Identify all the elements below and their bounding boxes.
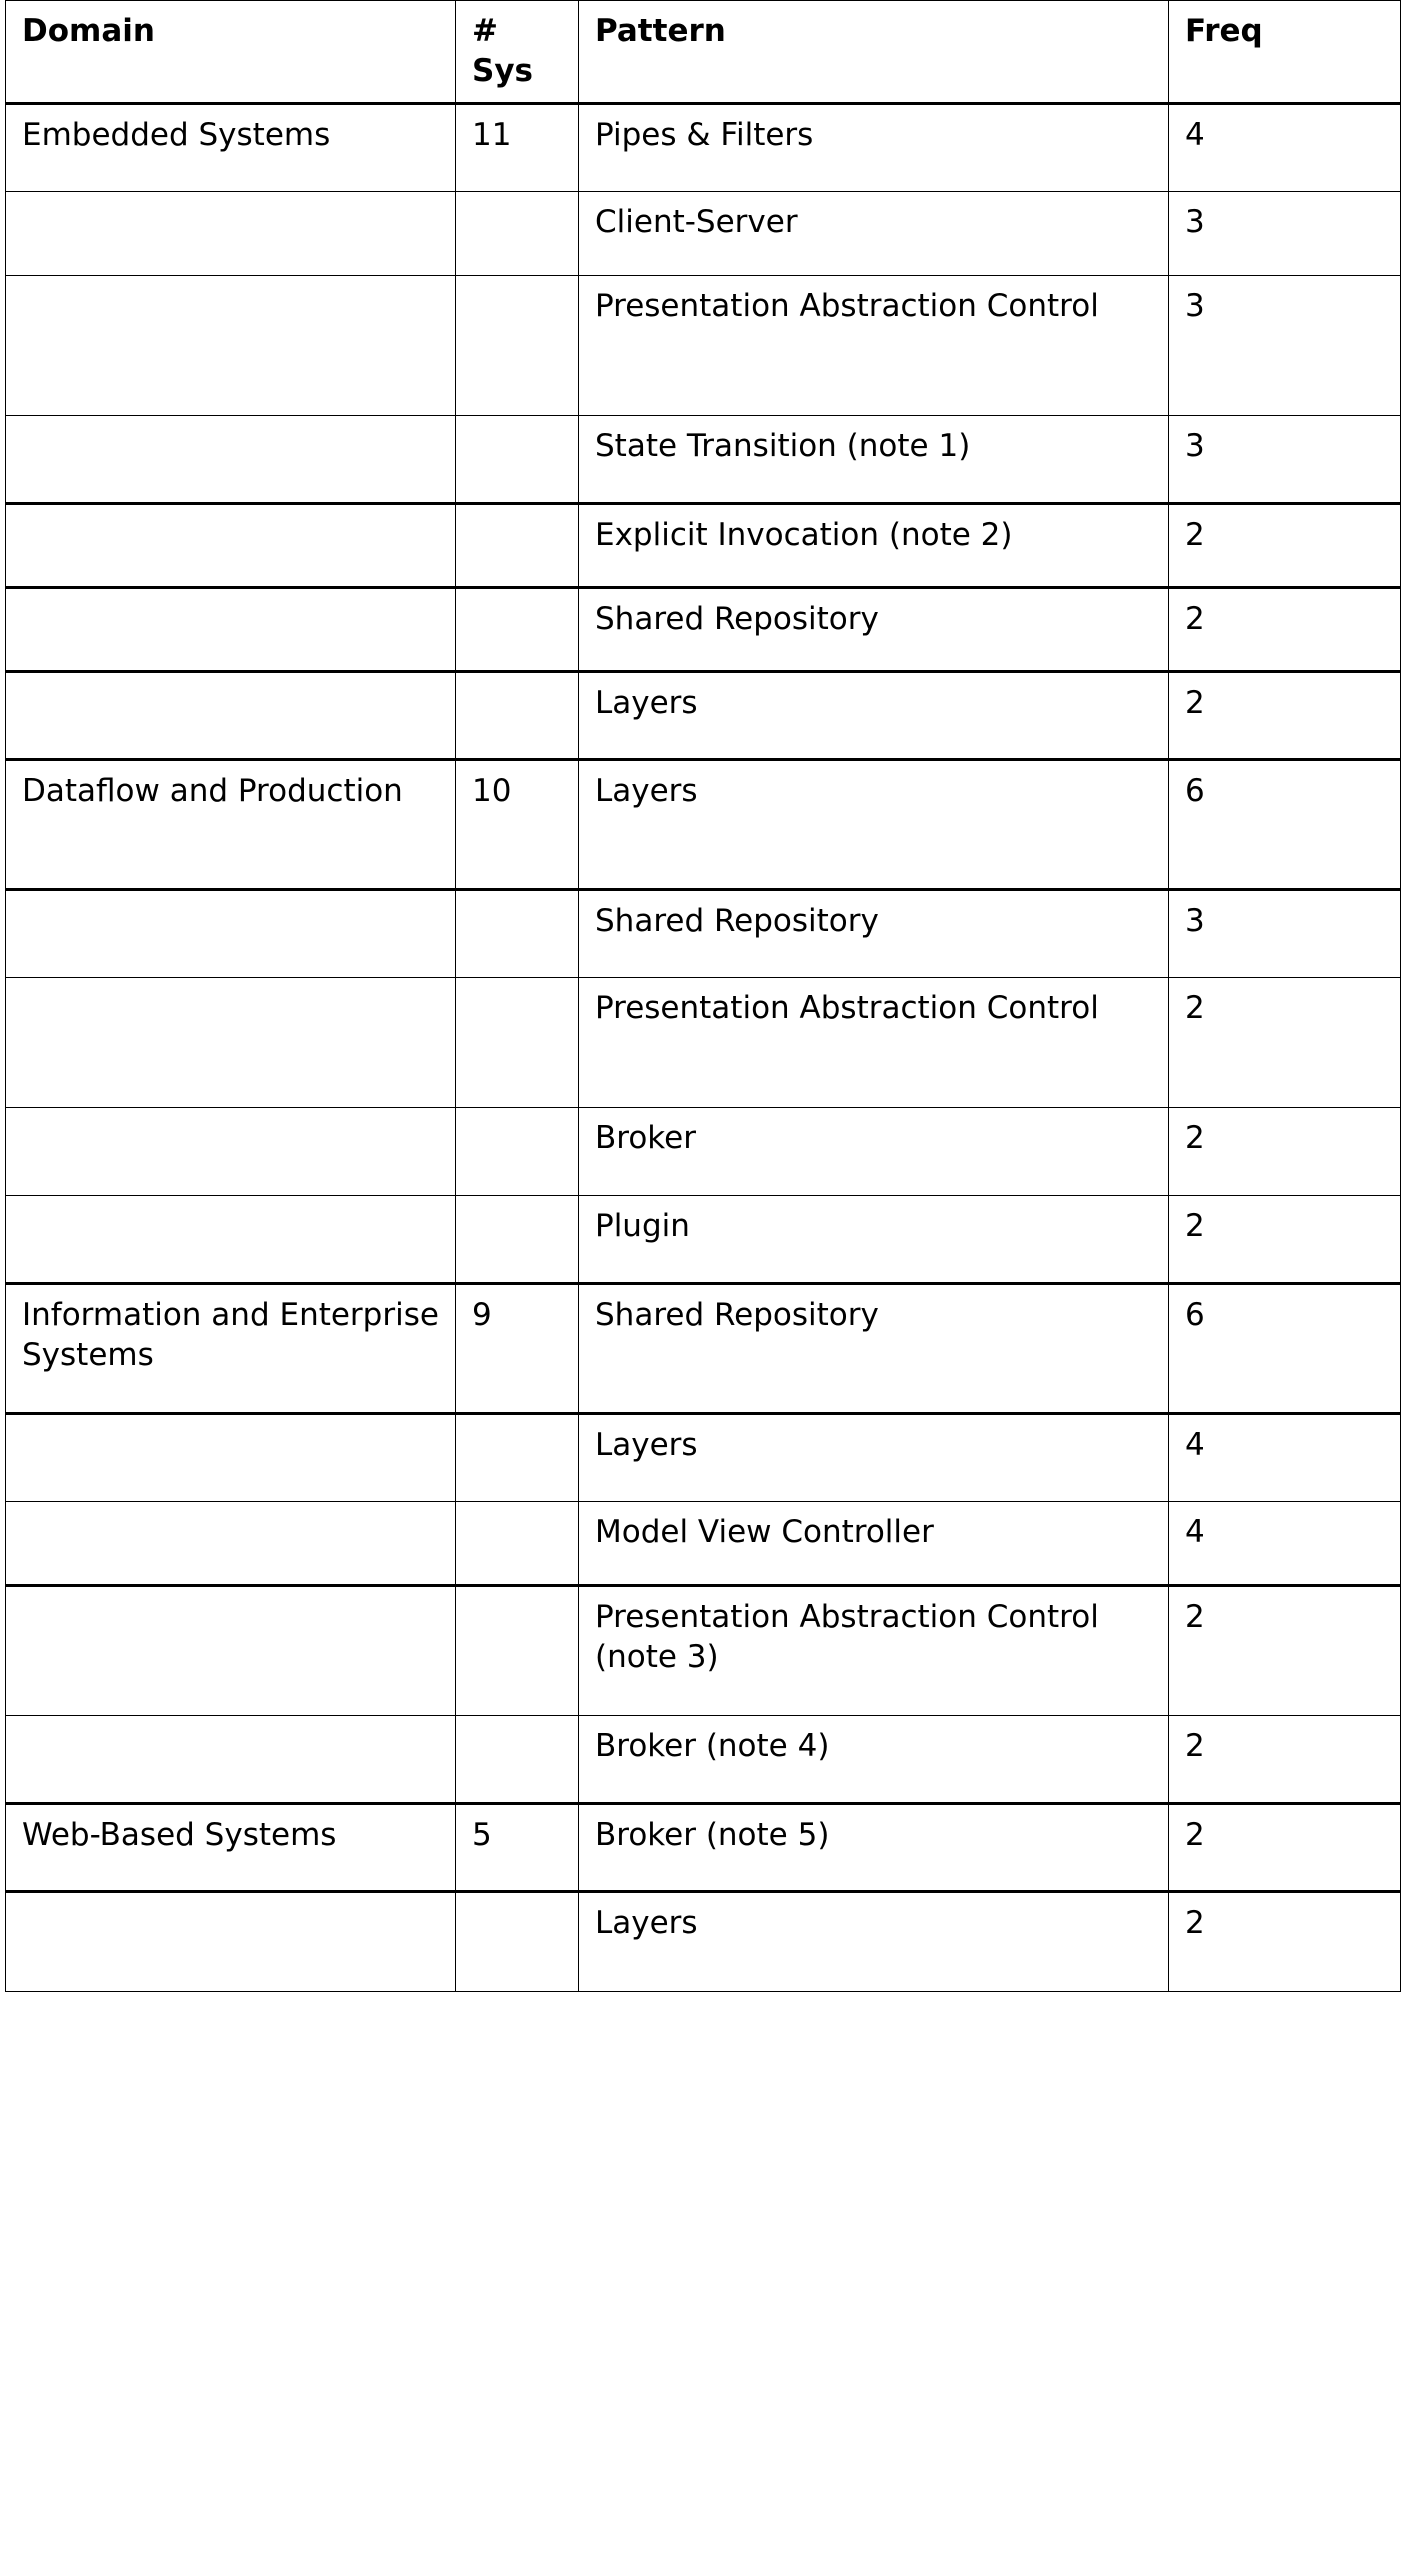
cell-domain (6, 1585, 456, 1715)
cell-pattern: Presentation Abstraction Control (579, 275, 1169, 415)
column-header-domain: Domain (6, 1, 456, 104)
cell-freq: 2 (1169, 1803, 1401, 1891)
cell-freq: 2 (1169, 1107, 1401, 1195)
cell-num-sys (456, 503, 579, 587)
cell-domain (6, 1195, 456, 1283)
cell-pattern: Broker (note 5) (579, 1803, 1169, 1891)
cell-pattern: Broker (579, 1107, 1169, 1195)
table-row (6, 1413, 1401, 1501)
cell-pattern: Layers (579, 1413, 1169, 1501)
cell-freq: 3 (1169, 191, 1401, 275)
cell-num-sys (456, 1891, 579, 1991)
cell-num-sys (456, 1413, 579, 1501)
cell-domain (6, 1107, 456, 1195)
column-header-freq: Freq (1169, 1, 1401, 104)
cell-freq: 3 (1169, 415, 1401, 503)
cell-domain: Dataflow and Production (6, 759, 456, 889)
cell-domain: Information and Enterprise Systems (6, 1283, 456, 1413)
cell-freq: 6 (1169, 759, 1401, 889)
cell-num-sys (456, 587, 579, 671)
cell-domain (6, 503, 456, 587)
table-row (6, 1803, 1401, 1891)
column-header-num-sys (456, 1, 579, 104)
cell-freq: 6 (1169, 1283, 1401, 1413)
column-header-num-sys-line2: Sys (472, 53, 533, 90)
cell-freq: 4 (1169, 1413, 1401, 1501)
cell-freq: 4 (1169, 103, 1401, 191)
cell-pattern: Pipes & Filters (579, 103, 1169, 191)
architecture-pattern-table (5, 0, 1401, 1992)
cell-domain (6, 977, 456, 1107)
table-header (6, 1, 1401, 104)
cell-pattern: Shared Repository (579, 889, 1169, 977)
column-header-pattern: Pattern (579, 1, 1169, 104)
cell-freq: 2 (1169, 503, 1401, 587)
cell-domain (6, 275, 456, 415)
cell-pattern: Layers (579, 759, 1169, 889)
cell-num-sys (456, 191, 579, 275)
table-header-row (6, 1, 1401, 104)
table-row (6, 759, 1401, 889)
column-header-num-sys-line1: # (472, 13, 498, 49)
cell-pattern: Layers (579, 1891, 1169, 1991)
cell-domain (6, 1501, 456, 1585)
cell-num-sys: 9 (456, 1283, 579, 1413)
cell-domain: Embedded Systems (6, 103, 456, 191)
cell-pattern: Broker (note 4) (579, 1715, 1169, 1803)
table-row (6, 889, 1401, 977)
table-row (6, 587, 1401, 671)
cell-num-sys: 10 (456, 759, 579, 889)
table-row (6, 1501, 1401, 1585)
cell-freq: 2 (1169, 1585, 1401, 1715)
cell-pattern: Presentation Abstraction Control (note 3) (579, 1585, 1169, 1715)
cell-pattern: Presentation Abstraction Control (579, 977, 1169, 1107)
table-row (6, 191, 1401, 275)
cell-pattern: Shared Repository (579, 587, 1169, 671)
table-row (6, 671, 1401, 759)
cell-pattern: State Transition (note 1) (579, 415, 1169, 503)
cell-freq: 2 (1169, 671, 1401, 759)
cell-domain (6, 415, 456, 503)
table-row (6, 1195, 1401, 1283)
cell-num-sys (456, 1195, 579, 1283)
cell-num-sys (456, 415, 579, 503)
table-body (6, 103, 1401, 1991)
cell-num-sys: 5 (456, 1803, 579, 1891)
cell-freq: 3 (1169, 889, 1401, 977)
table-row (6, 977, 1401, 1107)
table-row (6, 1107, 1401, 1195)
cell-freq: 4 (1169, 1501, 1401, 1585)
cell-domain (6, 191, 456, 275)
cell-num-sys (456, 1585, 579, 1715)
cell-num-sys: 11 (456, 103, 579, 191)
cell-domain (6, 1413, 456, 1501)
cell-num-sys (456, 671, 579, 759)
cell-domain (6, 1891, 456, 1991)
cell-pattern: Model View Controller (579, 1501, 1169, 1585)
cell-pattern: Shared Repository (579, 1283, 1169, 1413)
table-row (6, 275, 1401, 415)
cell-domain (6, 889, 456, 977)
cell-domain: Web-Based Systems (6, 1803, 456, 1891)
cell-freq: 2 (1169, 1891, 1401, 1991)
cell-freq: 2 (1169, 587, 1401, 671)
cell-domain (6, 1715, 456, 1803)
table-row (6, 1585, 1401, 1715)
table-row (6, 415, 1401, 503)
table-row (6, 103, 1401, 191)
cell-num-sys (456, 889, 579, 977)
cell-domain (6, 587, 456, 671)
cell-num-sys (456, 275, 579, 415)
cell-num-sys (456, 977, 579, 1107)
cell-freq: 3 (1169, 275, 1401, 415)
table-row (6, 1283, 1401, 1413)
cell-num-sys (456, 1501, 579, 1585)
cell-pattern: Explicit Invocation (note 2) (579, 503, 1169, 587)
cell-num-sys (456, 1715, 579, 1803)
table-row (6, 1715, 1401, 1803)
cell-freq: 2 (1169, 977, 1401, 1107)
cell-pattern: Plugin (579, 1195, 1169, 1283)
cell-num-sys (456, 1107, 579, 1195)
table-row (6, 503, 1401, 587)
cell-pattern: Client-Server (579, 191, 1169, 275)
cell-pattern: Layers (579, 671, 1169, 759)
table-row (6, 1891, 1401, 1991)
cell-freq: 2 (1169, 1195, 1401, 1283)
cell-freq: 2 (1169, 1715, 1401, 1803)
cell-domain (6, 671, 456, 759)
